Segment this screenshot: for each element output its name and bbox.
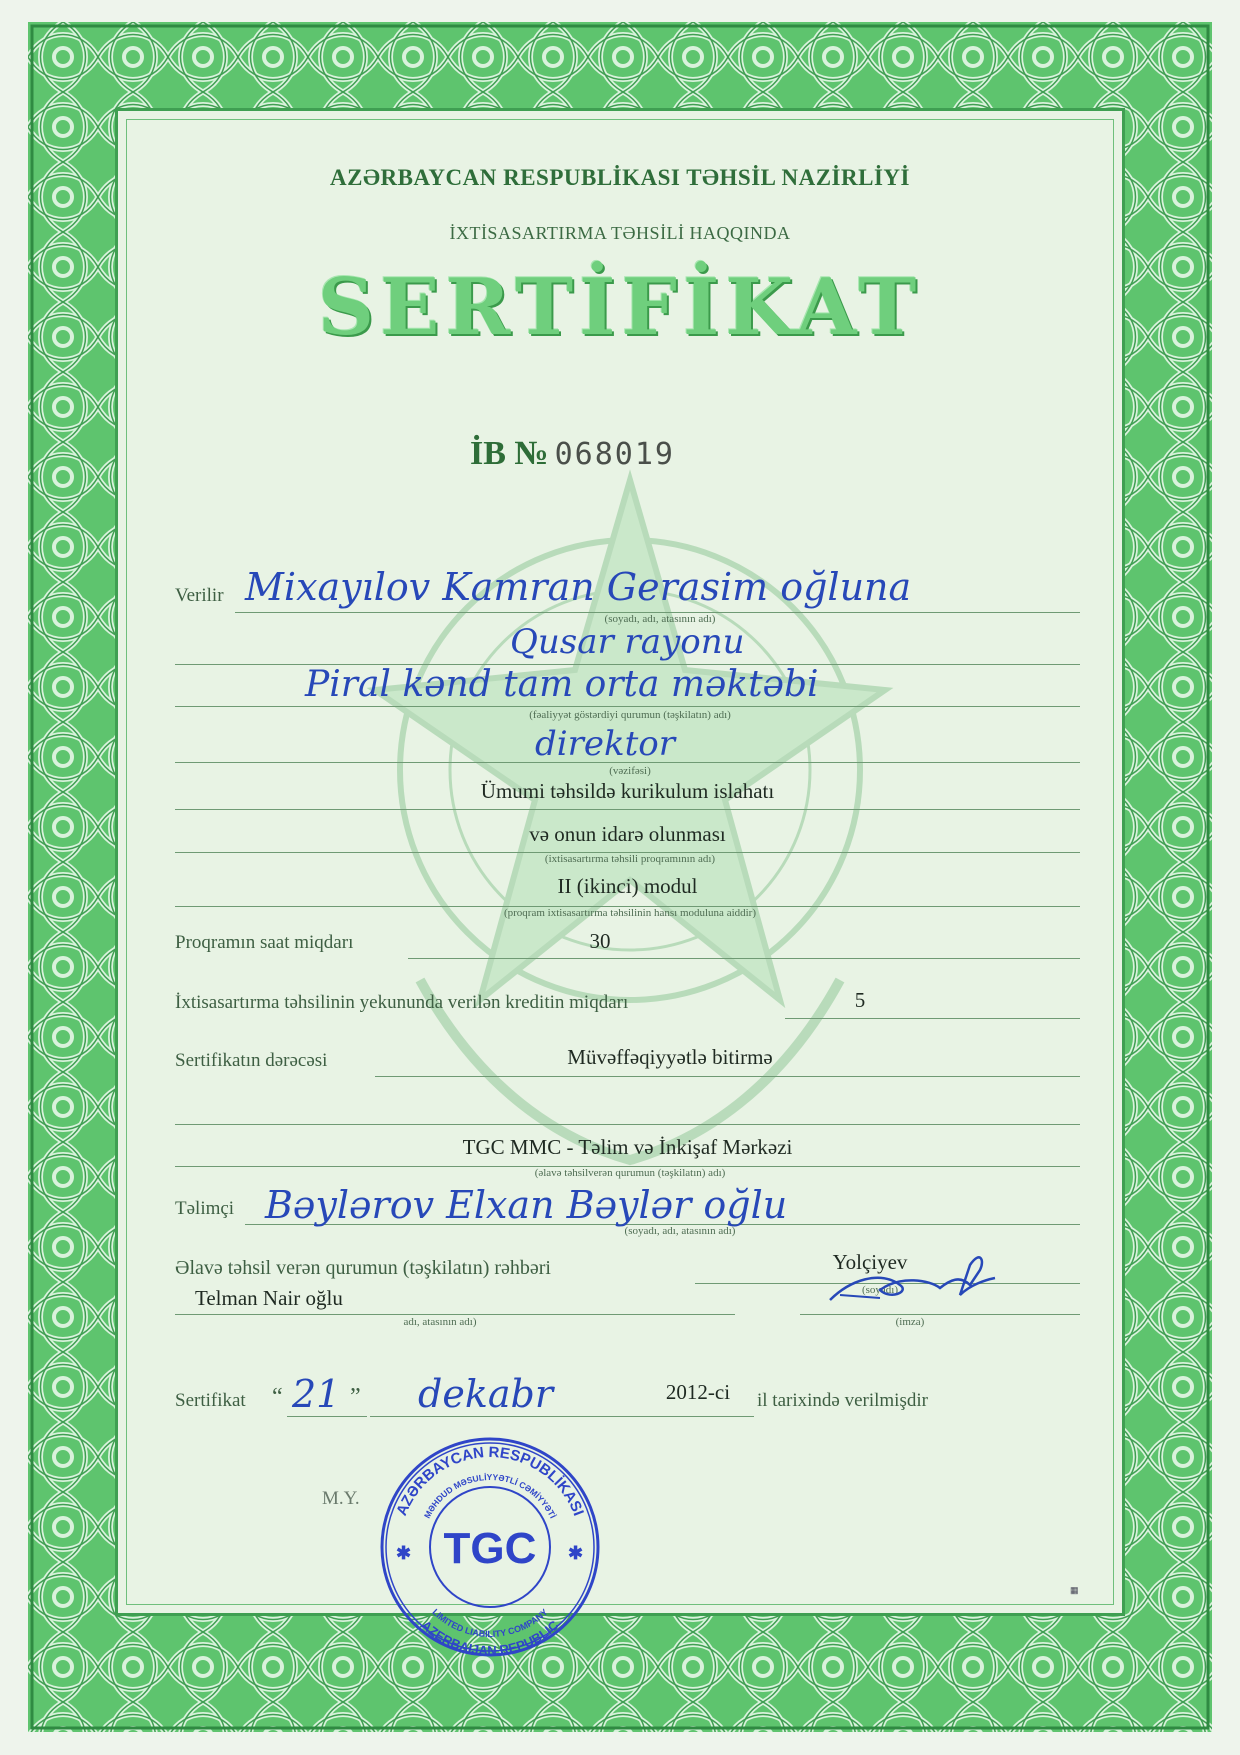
signature-caption: (imza)	[895, 1316, 925, 1328]
seal-center-text: TGC	[443, 1524, 537, 1573]
company-seal	[378, 1435, 602, 1659]
certificate-title: SERTİFİKAT	[317, 262, 923, 353]
seal-star-right-icon: ✱	[568, 1543, 584, 1563]
org-caption: (fəaliyyət göstərdiyi qurumun (təşkilatın) adı)	[529, 709, 731, 721]
module-caption: (proqram ixtisasartırma təhsilinin hansı moduluna aiddir)	[503, 907, 757, 919]
org-line-2: Piral kənd tam orta məktəbi	[305, 664, 819, 705]
grade-label: Sertifikatın dərəcəsi	[175, 1050, 328, 1071]
provider-org: TGC MMC - Təlim və İnkişaf Mərkəzi	[462, 1135, 793, 1159]
certificate-subtitle: İXTİSASARTIRMA TƏHSİLİ HAQQINDA	[449, 223, 791, 243]
head-signature	[820, 1240, 1000, 1320]
seal-top-text: AZƏRBAYCAN RESPUBLİKASI	[393, 1443, 587, 1519]
ministry-heading: AZƏRBAYCAN RESPUBLİKASI TƏHSİL NAZİRLİYİ	[330, 165, 910, 190]
date-month: dekabr	[418, 1372, 553, 1416]
program-name-line-2: və onun idarə olunması	[529, 822, 726, 846]
date-close-quote: ”	[350, 1384, 361, 1410]
date-open-quote: “	[272, 1384, 283, 1410]
issued-to-label: Verilir	[175, 585, 224, 606]
trainer-caption: (soyadı, adı, atasının adı)	[624, 1225, 736, 1237]
date-suffix: il tarixində verilmişdir	[757, 1390, 928, 1411]
hours-label: Proqramın saat miqdarı	[175, 932, 354, 953]
trainer-name: Bəylərov Elxan Bəylər oğlu	[265, 1183, 788, 1227]
recipient-name-caption: (soyadı, adı, atasının adı)	[604, 613, 716, 625]
head-surname-caption: (soyadı)	[861, 1284, 899, 1296]
head-name-caption: adı, atasının adı)	[403, 1316, 477, 1328]
seal-inner-text: MƏHDUD MƏSULİYYƏTLİ CƏMİYYƏTİ	[421, 1471, 559, 1520]
recipient-name: Mixayılov Kamran Gerasim oğluna	[245, 565, 912, 609]
hours-value: 30	[589, 929, 611, 953]
serial-digits: 068019	[554, 437, 675, 472]
head-name: Telman Nair oğlu	[195, 1286, 343, 1310]
module-value: II (ikinci) modul	[557, 874, 698, 898]
serial-number	[470, 435, 675, 473]
seal-place-label: M.Y.	[322, 1488, 360, 1509]
credits-label: İxtisasartırma təhsilinin yekununda verilən kreditin miqdarı	[175, 992, 629, 1013]
date-year: 2012-ci	[665, 1380, 731, 1404]
trainer-label: Təlimçi	[175, 1198, 235, 1219]
program-name-caption: (ixtisasartırma təhsili proqramının adı)	[544, 853, 716, 865]
print-mark: ▦	[1070, 1585, 1079, 1595]
provider-org-caption: (əlavə təhsilverən qurumun (təşkilatın) adı)	[534, 1167, 726, 1179]
org-line-1: Qusar rayonu	[510, 622, 745, 662]
position-caption: (vəzifəsi)	[609, 765, 651, 777]
head-label: Əlavə təhsil verən qurumun (təşkilatın) rəhbəri	[175, 1257, 551, 1279]
seal-bottom-text-2: AZERBAIJAN REPUBLIC	[418, 1617, 562, 1659]
grade-value: Müvəffəqiyyətlə bitirmə	[567, 1045, 773, 1069]
head-surname: Yolçiyev	[832, 1250, 908, 1274]
position-value: direktor	[535, 724, 676, 764]
credits-value: 5	[854, 988, 866, 1012]
serial-prefix: İB №	[470, 435, 549, 472]
date-label: Sertifikat	[175, 1390, 246, 1411]
seal-star-left-icon: ✱	[396, 1543, 412, 1563]
program-name-line-1: Ümumi təhsildə kurikulum islahatı	[480, 779, 775, 803]
seal-bottom-text: LIMITED LIABILITY COMPANY	[430, 1606, 550, 1639]
date-day: 21	[292, 1372, 341, 1416]
